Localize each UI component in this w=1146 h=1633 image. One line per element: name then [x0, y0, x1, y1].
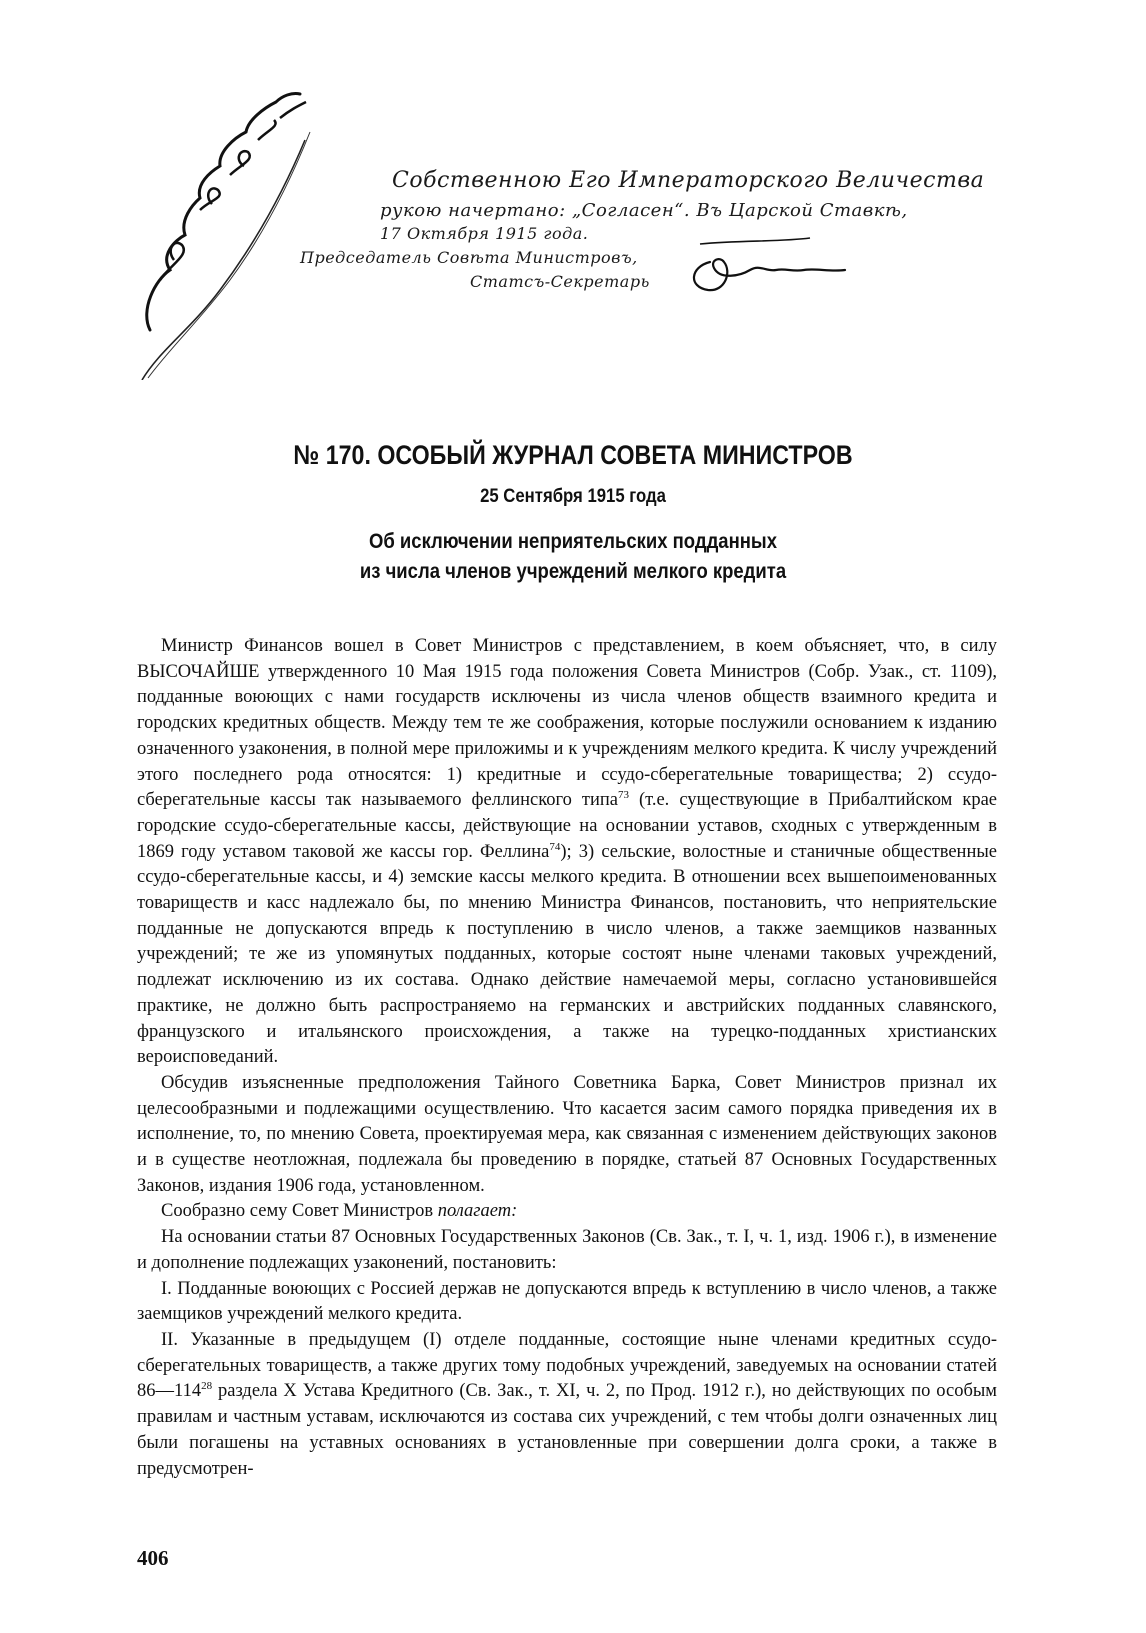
subject-line: Об исключении неприятельских подданных — [369, 530, 777, 553]
footnote-ref: 73 — [617, 789, 629, 802]
paragraph: Обсудив изъясненные предположения Тайного Советника Барка, Совет Министров признал их целесообразными и подлежащими осуществлению. Что касается засим самого порядка приведения их в исполнение, то, по мнению Совета, проектируемая мера, как связанная с изменением действующих законов и в существе неотложная, подлежала бы проведению в порядке, статьей 87 Основных Государственных Законов, издания 1906 года, установленном. — [137, 1072, 997, 1196]
paragraph-text: Сообразно сему Совет Министров — [161, 1201, 438, 1222]
paragraph-text: Министр Финансов вошел в Совет Министров с представлением, в коем объясняет, что, в силу ВЫСОЧАЙШЕ утвержденного 10 Мая 1915 года положения Совета Министров (Собр. Узак., ст. 1109), подданные воюющих с нами государств исключены из числа членов обществ взаимного кредита и городских кредитных обществ. Между тем те же соображения, которые послужили основанием к изданию означенного узаконения, в полной мере приложимы и к учреждениям мелкого кредита. К числу учреждений этого последнего рода относятся: 1) кредитные и ссудо-сберегательные товарищества; 2) ссудо-сберегательные кассы так называемого феллинского типа — [137, 636, 997, 811]
paragraph — [137, 1199, 997, 1225]
handwritten-resolution-signature — [130, 80, 320, 380]
document-date: 25 Сентября 1915 года — [480, 486, 666, 507]
footnote-ref: 74 — [549, 840, 561, 853]
paragraph-text: II. Указанные в предыдущем (I) отделе подданные, состоящие ныне членами кредитных ссудо-сберегательных товариществ, а также других тому подобных учреждений, заведуемых на основании статей 86—114 — [137, 1329, 997, 1402]
subject-line: из числа членов учреждений мелкого кредита — [359, 560, 787, 583]
paragraph-text: (т.е. существующие в Прибалтийском крае городские ссудо-сберегательные кассы, действующие на основании уставов, сходных с утвержденным в 1869 году уставом таковой же кассы гор. Феллина — [137, 790, 997, 862]
handwritten-inscription — [300, 160, 1020, 300]
inscription-line: Статсъ-Секретарь — [470, 272, 650, 291]
paragraph: I. Подданные воюющих с Россией держав не допускаются впредь к вступлению в число членов, а также заемщиков учреждений мелкого кредита. — [137, 1278, 997, 1325]
inscription-line: Собственною Его Императорского Величества — [392, 168, 985, 193]
inscription-line: Председатель Совѣта Министровъ, — [300, 248, 638, 267]
footnote-ref: 28 — [201, 1380, 213, 1393]
document-title: № 170. ОСОБЫЙ ЖУРНАЛ СОВЕТА МИНИСТРОВ — [293, 440, 853, 470]
inscription-line: рукою начертано: „Согласен“. Въ Царской Ставкѣ, — [380, 200, 908, 221]
inscription-line: 17 Октября 1915 года. — [380, 224, 589, 243]
paragraph-text: раздела X Устава Кредитного (Св. Зак., т. XI, ч. 2, по Прод. 1912 г.), но действующих по особым правилам и частным уставам, исключаются из состава сих учреждений, с тем чтобы долги означенных лиц были погашены на уставных основаниях в установленные при совершении долга сроки, а также в предусмотрен- — [137, 1381, 997, 1479]
paragraph — [137, 634, 997, 1071]
emphasis: полагает: — [437, 1201, 518, 1222]
document-body — [137, 634, 997, 1482]
document-subject — [69, 527, 1077, 587]
paragraph-text: ); 3) сельские, волостные и станичные общественные ссудо-сберегательные кассы, и 4) земские кассы мелкого кредита. В отношении всех вышепоименованных товариществ и касс надлежало бы, по мнению Министра Финансов, постановить, что неприятельские подданные не допускаются впредь к поступлению в число членов, а также заемщиков названных учреждений; те же из упомянутых подданных, которые состоят ныне членами таковых учреждений, подлежат исключению из их состава. Однако действие намечаемой меры, согласно установившейся практике, не должно быть распространяемо на германских и австрийских подданных славянского, французского и итальянского происхождения, а также на турецко-подданных христианских вероисповеданий. — [137, 841, 998, 1068]
chairman-signature — [680, 232, 850, 302]
page-number: 406 — [137, 1546, 169, 1570]
paragraph: На основании статьи 87 Основных Государственных Законов (Св. Зак., т. I, ч. 1, изд. 1906 г.), в изменение и дополнение подлежащих узаконений, постановить: — [137, 1227, 997, 1273]
paragraph — [137, 1328, 997, 1482]
